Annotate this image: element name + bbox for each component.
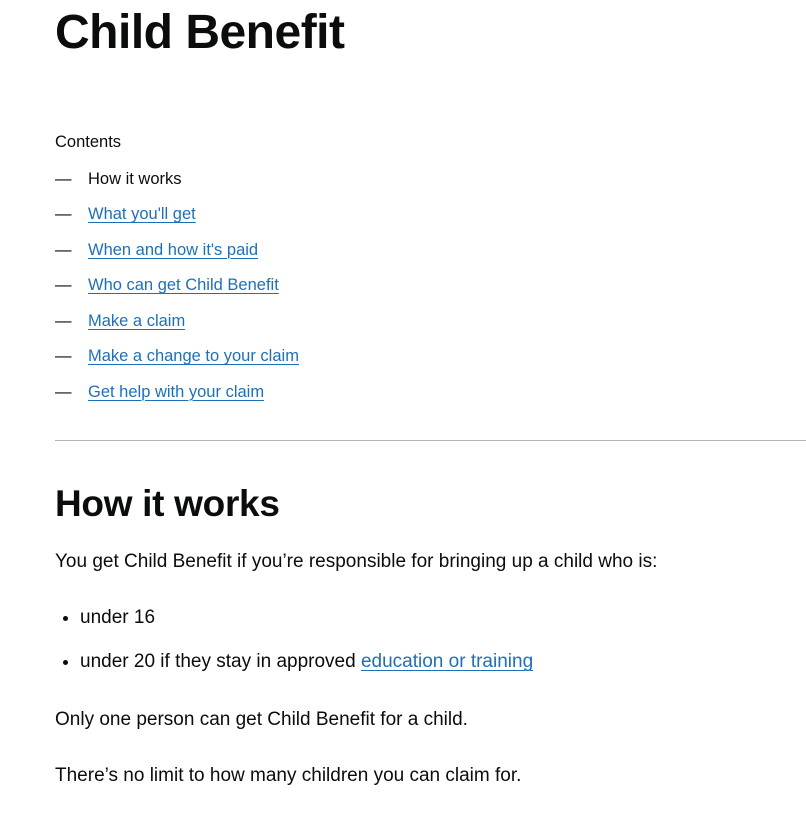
contents-link-what-youll-get[interactable]: What you'll get bbox=[88, 205, 196, 224]
contents-item-make-a-change bbox=[55, 346, 806, 366]
only-one-person-paragraph: Only one person can get Child Benefit for a child. bbox=[55, 709, 468, 731]
em-dash-marker: — bbox=[55, 276, 72, 295]
contents-link-make-a-claim[interactable]: Make a claim bbox=[88, 311, 186, 330]
contents-link-get-help[interactable]: Get help with your claim bbox=[88, 382, 265, 401]
contents-current-label: How it works bbox=[88, 169, 182, 188]
contents-label: Contents bbox=[55, 132, 122, 151]
bullet-under-20-text: under 20 if they stay in approved bbox=[80, 651, 361, 673]
bullet-under-20 bbox=[80, 649, 755, 675]
intro-paragraph: You get Child Benefit if you’re responsible for bringing up a child who is: bbox=[55, 551, 658, 573]
em-dash-marker: — bbox=[55, 311, 72, 330]
contents-item-how-it-works bbox=[55, 169, 806, 189]
contents-item-when-and-how-its-paid bbox=[55, 240, 806, 260]
em-dash-marker: — bbox=[55, 347, 72, 366]
contents-list bbox=[55, 169, 806, 402]
bullet-under-16: • under 16 bbox=[80, 605, 755, 631]
contents-link-make-a-change[interactable]: Make a change to your claim bbox=[88, 347, 299, 366]
contents-item-make-a-claim bbox=[55, 311, 806, 331]
em-dash-marker: — bbox=[55, 240, 72, 259]
contents-item-get-help bbox=[55, 382, 806, 402]
section-heading-how-it-works: How it works bbox=[55, 482, 280, 524]
section-body bbox=[55, 549, 755, 789]
em-dash-marker: — bbox=[55, 382, 72, 401]
em-dash-marker: — bbox=[55, 169, 72, 188]
contents-link-who-can-get-child-benefit[interactable]: Who can get Child Benefit bbox=[88, 276, 279, 295]
education-or-training-link[interactable]: education or training bbox=[360, 651, 534, 673]
contents-item-what-youll-get bbox=[55, 204, 806, 224]
section-divider bbox=[55, 440, 806, 441]
no-limit-paragraph: There’s no limit to how many children you can claim for. bbox=[55, 765, 522, 787]
page-title: Child Benefit bbox=[55, 6, 345, 59]
contents-item-who-can-get-child-benefit bbox=[55, 275, 806, 295]
em-dash-marker: — bbox=[55, 205, 72, 224]
eligibility-bullet-list bbox=[55, 605, 755, 675]
contents-link-when-and-how-its-paid[interactable]: When and how it's paid bbox=[88, 240, 259, 259]
